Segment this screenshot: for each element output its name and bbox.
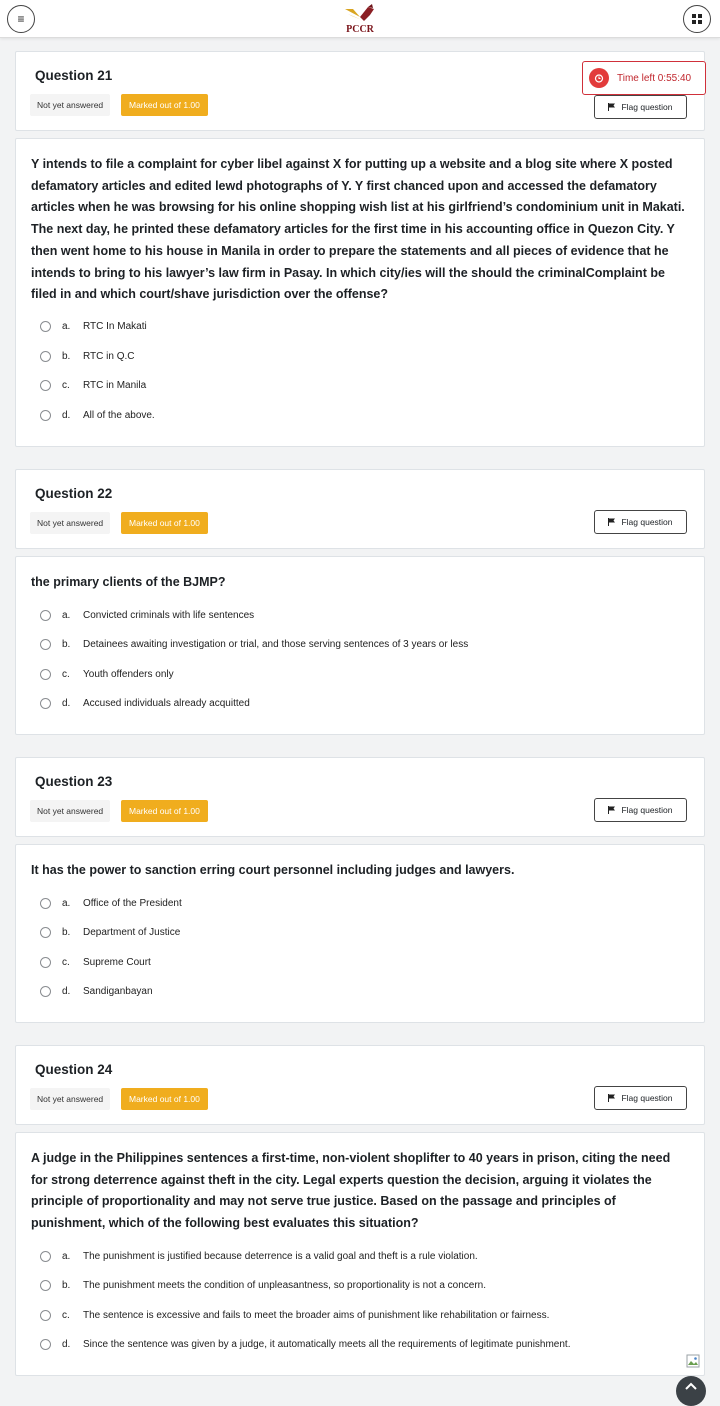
flag-label: Flag question: [621, 1093, 673, 1103]
apps-button[interactable]: [683, 5, 711, 33]
option-text: Since the sentence was given by a judge, it automatically meets all the requirements of legitimate punishment.: [83, 1338, 571, 1350]
chevron-up-icon: [685, 1382, 697, 1390]
option-text: The punishment meets the condition of unpleasantness, so proportionality is not a concern.: [83, 1279, 487, 1291]
question-text: A judge in the Philippines sentences a first-time, non-violent shoplifter to 40 years in prison, citing the need for strong deterrence against theft in the city. Legal experts question the decision, arguing it violates the principle of proportionality and may not serve true justice. Based on the passage and principles of punishment, which of the following best evaluates this situation?: [31, 1151, 671, 1231]
question-content-card: [15, 844, 705, 1023]
question-number: Question 23: [35, 774, 113, 789]
marks-badge: Marked out of 1.00: [121, 512, 208, 534]
option-letter: b.: [62, 926, 71, 938]
question-text: Y intends to file a complaint for cyber libel against X for putting up a website and a blog site where X posted defamatory articles and edited lewd photographs of Y. Y first chanced upon and accessed the defamatory articles when he was browsing for his online shopping wish list at his girlfriend’s condominium unit in Makati. The next day, he printed these defamatory articles for the first time in his accounting office in Quezon City. Y then went home to his house in Manila in order to prepare the statements and all pieces of evidence that he intends to bring to his lawyer’s law firm in Pasay. In which city/ies will the should the criminalComplaint be filed in and which court/shave jurisdiction over the offense?: [31, 157, 685, 302]
option-letter: c.: [62, 1309, 70, 1321]
option-letter: d.: [62, 409, 71, 421]
radio-button[interactable]: [40, 1280, 51, 1291]
flag-icon: [608, 103, 616, 111]
question-text: It has the power to sanction erring court personnel including judges and lawyers.: [31, 863, 515, 877]
option-text: Youth offenders only: [83, 668, 174, 680]
logo-text: PCCR: [346, 24, 374, 35]
radio-button[interactable]: [40, 1251, 51, 1262]
flag-question-button[interactable]: [594, 95, 687, 119]
answer-option[interactable]: [40, 954, 151, 970]
hamburger-icon: ≡: [17, 12, 25, 26]
radio-button[interactable]: [40, 610, 51, 621]
answer-option[interactable]: [40, 1248, 478, 1264]
back-to-top-button[interactable]: [676, 1376, 706, 1406]
option-text: Detainees awaiting investigation or trial, and those serving sentences of 3 years or less: [83, 638, 469, 650]
option-letter: c.: [62, 668, 70, 680]
option-text: Convicted criminals with life sentences: [83, 609, 255, 621]
option-letter: b.: [62, 350, 71, 362]
radio-button[interactable]: [40, 986, 51, 997]
radio-button[interactable]: [40, 380, 51, 391]
answer-option[interactable]: [40, 1277, 486, 1293]
option-letter: a.: [62, 1250, 71, 1262]
option-letter: c.: [62, 956, 70, 968]
option-letter: a.: [62, 897, 71, 909]
question-info-card: [15, 1045, 705, 1125]
question-number: Question 22: [35, 486, 113, 501]
status-badge: Not yet answered: [30, 94, 110, 116]
answer-option[interactable]: [40, 636, 468, 652]
option-text: Office of the President: [83, 897, 182, 909]
radio-button[interactable]: [40, 957, 51, 968]
radio-button[interactable]: [40, 898, 51, 909]
option-text: RTC in Q.C: [83, 350, 135, 362]
flag-question-button[interactable]: [594, 798, 687, 822]
flag-icon: [608, 1094, 616, 1102]
question-info-card: [15, 469, 705, 549]
radio-button[interactable]: [40, 927, 51, 938]
quiz-timer: [582, 61, 706, 95]
answer-option[interactable]: [40, 348, 135, 364]
answer-option[interactable]: [40, 695, 250, 711]
question-number: Question 24: [35, 1062, 113, 1077]
radio-button[interactable]: [40, 1310, 51, 1321]
option-text: RTC In Makati: [83, 320, 147, 332]
status-badge: Not yet answered: [30, 512, 110, 534]
flag-label: Flag question: [621, 517, 673, 527]
radio-button[interactable]: [40, 698, 51, 709]
radio-button[interactable]: [40, 1339, 51, 1350]
marks-badge: Marked out of 1.00: [121, 1088, 208, 1110]
flag-icon: [608, 806, 616, 814]
answer-option[interactable]: [40, 318, 147, 334]
question-number: Question 21: [35, 68, 113, 83]
answer-option[interactable]: [40, 1336, 571, 1352]
radio-button[interactable]: [40, 669, 51, 680]
broken-image-icon: [686, 1354, 700, 1368]
radio-button[interactable]: [40, 321, 51, 332]
option-text: Supreme Court: [83, 956, 151, 968]
answer-option[interactable]: [40, 1307, 549, 1323]
radio-button[interactable]: [40, 351, 51, 362]
option-text: Accused individuals already acquitted: [83, 697, 250, 709]
question-content-card: [15, 556, 705, 735]
marks-badge: Marked out of 1.00: [121, 94, 208, 116]
marks-badge: Marked out of 1.00: [121, 800, 208, 822]
question-content-card: [15, 138, 705, 447]
option-text: RTC in Manila: [83, 379, 147, 391]
status-badge: Not yet answered: [30, 1088, 110, 1110]
status-badge: Not yet answered: [30, 800, 110, 822]
option-letter: a.: [62, 609, 71, 621]
question-content-card: [15, 1132, 705, 1376]
flag-label: Flag question: [621, 102, 673, 112]
answer-option[interactable]: [40, 407, 155, 423]
question-info-card: [15, 51, 705, 131]
question-text: the primary clients of the BJMP?: [31, 575, 226, 589]
option-text: Department of Justice: [83, 926, 181, 938]
flag-icon: [608, 518, 616, 526]
option-text: All of the above.: [83, 409, 155, 421]
option-text: The sentence is excessive and fails to meet the broader aims of punishment like rehabilitation or fairness.: [83, 1309, 550, 1321]
grid-icon: [692, 14, 702, 24]
option-text: Sandiganbayan: [83, 985, 153, 997]
pccr-logo[interactable]: [340, 3, 380, 35]
option-letter: d.: [62, 697, 71, 709]
timer-label: Time left 0:55:40: [617, 72, 692, 84]
alarm-icon: [589, 68, 609, 88]
option-letter: c.: [62, 379, 70, 391]
option-letter: a.: [62, 320, 71, 332]
answer-option[interactable]: [40, 983, 153, 999]
flag-question-button[interactable]: [594, 510, 687, 534]
answer-option[interactable]: [40, 377, 146, 393]
answer-option[interactable]: [40, 895, 182, 911]
option-letter: b.: [62, 1279, 71, 1291]
question-info-card: [15, 757, 705, 837]
menu-button[interactable]: [7, 5, 35, 33]
radio-button[interactable]: [40, 639, 51, 650]
option-letter: b.: [62, 638, 71, 650]
option-text: The punishment is justified because deterrence is a valid goal and theft is a rule violation.: [83, 1250, 478, 1262]
answer-option[interactable]: [40, 666, 174, 682]
radio-button[interactable]: [40, 410, 51, 421]
top-navbar: [0, 0, 720, 38]
flag-label: Flag question: [621, 805, 673, 815]
answer-option[interactable]: [40, 924, 180, 940]
answer-option[interactable]: [40, 607, 254, 623]
option-letter: d.: [62, 1338, 71, 1350]
option-letter: d.: [62, 985, 71, 997]
flag-question-button[interactable]: [594, 1086, 687, 1110]
